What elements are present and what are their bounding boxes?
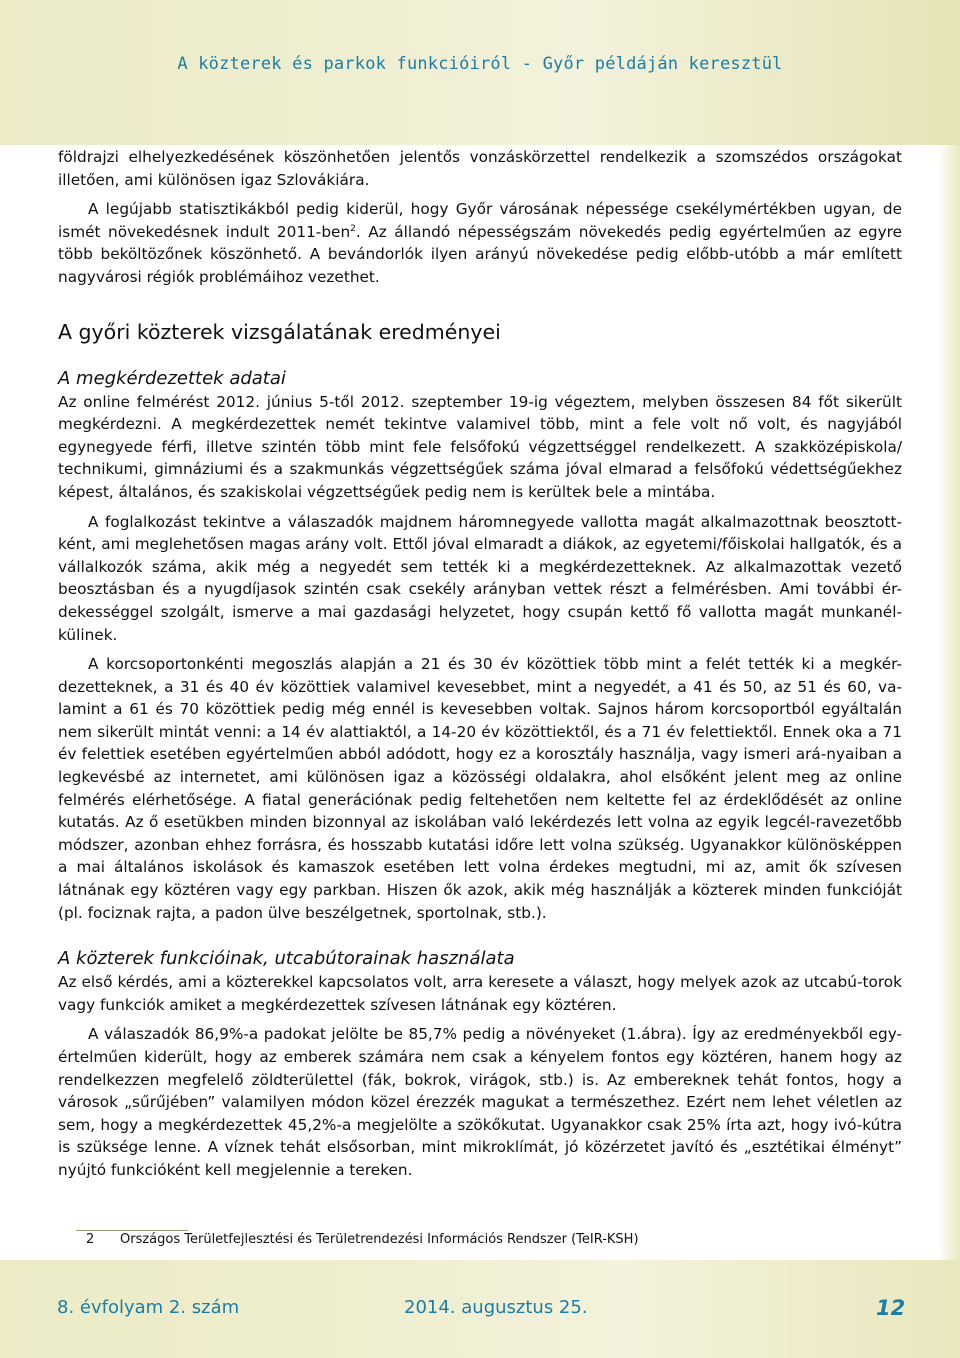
intro-paragraph-2 bbox=[58, 198, 902, 288]
page-number: 12 bbox=[876, 1296, 906, 1320]
respondents-paragraph-1: Az online felmérést 2012. június 5-től 2012. szeptember 19-ig végeztem, melyben összesen 84 főt sikerült megkérdezni. A megkérdezettek nemét tekintve valamivel több, mint a fele volt nő volt, és nagyjából egynegyede férfi, illetve szintén több mint fele felsőfokú végzettséggel rendelkezett. A szakközépiskola/ technikumi, gimnáziumi és a szakmunkás végzettségűek száma jóval elmarad a felsőfokú védettségűekhez képest, általános, és szakiskolai végzettségűek pedig nem is kerültek bele a mintába. bbox=[58, 392, 902, 501]
footer-date: 2014. augusztus 25. bbox=[404, 1297, 588, 1318]
footnote bbox=[86, 1232, 639, 1247]
respondents-paragraph-2: A foglalkozást tekintve a válaszadók majdnem háromnegyede vallotta magát alkalmazottnak beosztott-ként, ami meglehetősen magas arány volt. Ettől jóval elmaradt a diákok, az egyetemi/főiskolai hallgatók, és a vállalkozók száma, akik még a negyedét sem tették ki a megkérdezetteknek. Az alkalmazottak vezető beosztásban és a nyugdíjasok szintén csak csekély arányban vettek részt a felmérésben. Ami további ér-dekességgel szolgált, ismerve a mai gazdasági helyzetet, hogy csupán kettő fő vallotta magát munkanél-külinek. bbox=[58, 512, 902, 644]
subsection-heading-functions: A közterek funkcióinak, utcabútorainak használata bbox=[58, 948, 515, 970]
respondents-paragraph-3: A korcsoportonkénti megoszlás alapján a 21 és 30 év közöttiek több mint a felét tették ki a megkér-dezetteknek, a 31 és 40 év közöttiek valamivel kevesebbet, mint a negyedét, a 41 és 50, az 51 és 60, va-lamint a 61 és 70 közöttiek pedig még ennél is kevesebben voltak. Sajnos három korcsoportból egyáltalán nem sikerült mintát venni: a 14 év alattiaktól, a 14-20 év közöttiektől, és a 71 év felettiektől. Ennek oka a 71 év felettiek esetében egyértelműen abból adódott, hogy ez a korosztály használja, vagy ismeri ará-nyaiban a legkevésbé az internetet, ami különösen igaz a közösségi oldalakra, ahol elsőként jelent meg az online felmérés elérhetősége. A fiatal generációnak pedig feltehetően nem keltette fel az érdeklődését az online kutatás. Az ő esetükben minden bizonnyal az iskolában való lekérdezés lett volna az egyik legcél-ravezetőbb módszer, azonban ehhez forrásra, és hosszabb kutatási időre lett volna szükség. Ugyanakkor különösképpen a mai általános iskolások és kamaszok esetében lett volna érdekes megtudni, mi az, amit ők szívesen látnának egy köztéren vagy egy parkban. Hiszen ők azok, akik még használják a közterek minden funkcióját (pl. fociznak rajta, a padon ülve beszélgetnek, sportolnak, stb.). bbox=[58, 655, 902, 922]
intro-paragraph-2-end: . Az állandó népességszám növekedés pedig egyértelműen az egyre több beköltözőnek köszönhető. A bevándorlók ilyen arányú növekedése pedig előbb-utóbb a már említett nagyvárosi régiók problémáihoz vezethet. bbox=[58, 222, 902, 286]
functions-paragraph-2: A válaszadók 86,9%-a padokat jelölte be 85,7% pedig a növényeket (1.ábra). Így az eredményekből egy-értelműen kiderült, hogy az emberek számára nem csak a kényelem fontos egy köztéren, hanem hogy az rendelkezzen megfelelő zöldterülettel (fák, bokrok, virágok, stb.) is. Az embereknek tehát fontos, hogy a városok „sűrűjében” valamilyen módon közel érezzék magukat a természethez. Ezért nem lehet véletlen az sem, hogy a megkérdezettek 45,2%-a megjelölte a szökőkutat. Ugyanakkor csak 25% írta azt, hogy ivó-kútra is szüksége lenne. A víznek tehát elsősorban, mint mikroklímát, jó közérzetet javító és „esztétikai élményt” nyújtó funkcióként kell megjelennie a tereken. bbox=[58, 1025, 902, 1179]
article-body bbox=[58, 146, 902, 1182]
subsection-heading-respondents: A megkérdezettek adatai bbox=[58, 367, 286, 389]
intro-paragraph-2-start: A legújabb statisztikákból pedig kiderül, hogy Győr városának népessége csekélymértékben ugyan, de ismét növekedésnek indult 2011-ben bbox=[58, 200, 902, 241]
page-edge-decoration bbox=[938, 145, 960, 1260]
footnote-text: Országos Területfejlesztési és Területrendezési Információs Rendszer (TeIR-KSH) bbox=[120, 1232, 639, 1247]
footer-issue: 8. évfolyam 2. szám bbox=[57, 1297, 240, 1318]
intro-paragraph-1: földrajzi elhelyezkedésének köszönhetően jelentős vonzáskörzettel rendelkezik a szomszédos országokat illetően, ami különösen igaz Szlovákiára. bbox=[58, 148, 902, 189]
functions-paragraph-1: Az első kérdés, ami a közterekkel kapcsolatos volt, arra keresete a választ, hogy melyek azok az utcabú-torok vagy funkciók amiket a megkérdezettek szívesen látnának egy köztéren. bbox=[58, 973, 902, 1014]
footnote-reference[interactable]: 2 bbox=[350, 223, 356, 234]
footnote-divider bbox=[76, 1230, 188, 1231]
section-heading: A győri közterek vizsgálatának eredményei bbox=[58, 319, 501, 344]
footnote-number: 2 bbox=[86, 1232, 95, 1247]
running-header: A közterek és parkok funkcióiról - Győr példáján keresztül bbox=[177, 54, 783, 74]
